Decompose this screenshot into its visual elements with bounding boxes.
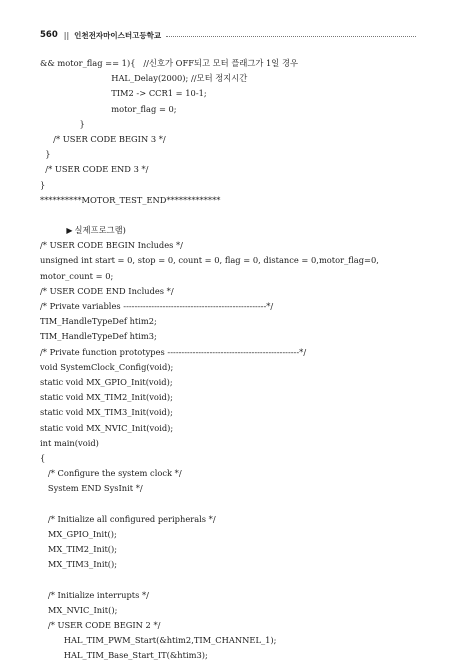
- code-line: void SystemClock_Config(void);: [40, 361, 174, 372]
- code-line: /* Initialize all configured peripherals */: [40, 513, 216, 524]
- code-line: /* Initialize interrupts */: [40, 589, 149, 600]
- code-line: [40, 208, 430, 223]
- page-header: [40, 28, 416, 42]
- section-heading-text: 실제프로그램): [74, 225, 126, 236]
- code-line: }: [40, 149, 51, 160]
- code-line: {: [40, 452, 46, 463]
- code-line: MX_TIM3_Init();: [40, 559, 118, 570]
- triangle-right-icon: ▶: [66, 226, 73, 236]
- code-line: }: [40, 179, 46, 190]
- code-line: TIM_HandleTypeDef htim3;: [40, 331, 157, 342]
- header-separator: ||: [63, 30, 70, 40]
- code-line: }: [40, 118, 85, 129]
- section-heading: [40, 223, 430, 238]
- code-line: System END SysInit */: [40, 483, 143, 494]
- code-line: [40, 572, 430, 587]
- code-line: MX_NVIC_Init();: [40, 604, 118, 615]
- code-line: TIM_HandleTypeDef htim2;: [40, 316, 157, 327]
- code-line: HAL_TIM_PWM_Start(&htim2,TIM_CHANNEL_1);: [40, 635, 277, 646]
- code-line: /* Private variables ---------------------------------------------------*/: [40, 301, 274, 312]
- code-line: MX_GPIO_Init();: [40, 528, 117, 539]
- code-line: /* USER CODE BEGIN 2 */: [40, 619, 161, 630]
- code-line: HAL_Delay(2000); //모터 정지시간: [40, 73, 248, 84]
- code-line: int main(void): [40, 437, 99, 448]
- code-line: static void MX_GPIO_Init(void);: [40, 376, 173, 387]
- page-number: 560: [40, 30, 58, 40]
- code-line: /* USER CODE BEGIN 3 */: [40, 133, 166, 144]
- header-dotted-rule: [166, 36, 416, 37]
- code-line: unsigned int start = 0, stop = 0, count = 0, flag = 0, distance = 0,motor_flag=0, motor_count = 0;: [40, 255, 379, 281]
- code-line: /* USER CODE END 3 */: [40, 164, 149, 175]
- code-line: TIM2 -> CCR1 = 10-1;: [40, 88, 207, 99]
- code-listing: [40, 56, 430, 664]
- code-line: [40, 496, 430, 511]
- code-line: HAL_TIM_Base_Start_IT(&htim3);: [40, 650, 208, 661]
- code-line: /* USER CODE BEGIN Includes */: [40, 240, 183, 251]
- code-line: && motor_flag == 1){ //신호가 OFF되고 모터 플래그가 1일 경우: [40, 58, 298, 68]
- code-line: MX_TIM2_Init();: [40, 544, 118, 555]
- code-line: motor_flag = 0;: [40, 103, 177, 114]
- code-line: **********MOTOR_TEST_END*************: [40, 194, 221, 205]
- code-line: /* Configure the system clock */: [40, 468, 182, 479]
- code-line: /* USER CODE END Includes */: [40, 285, 174, 296]
- school-name: 인천전자마이스터고등학교: [74, 30, 162, 40]
- code-line: /* Private function prototypes -----------------------------------------------*/: [40, 346, 307, 357]
- code-line: static void MX_NVIC_Init(void);: [40, 422, 174, 433]
- code-line: static void MX_TIM2_Init(void);: [40, 392, 173, 403]
- code-line: static void MX_TIM3_Init(void);: [40, 407, 173, 418]
